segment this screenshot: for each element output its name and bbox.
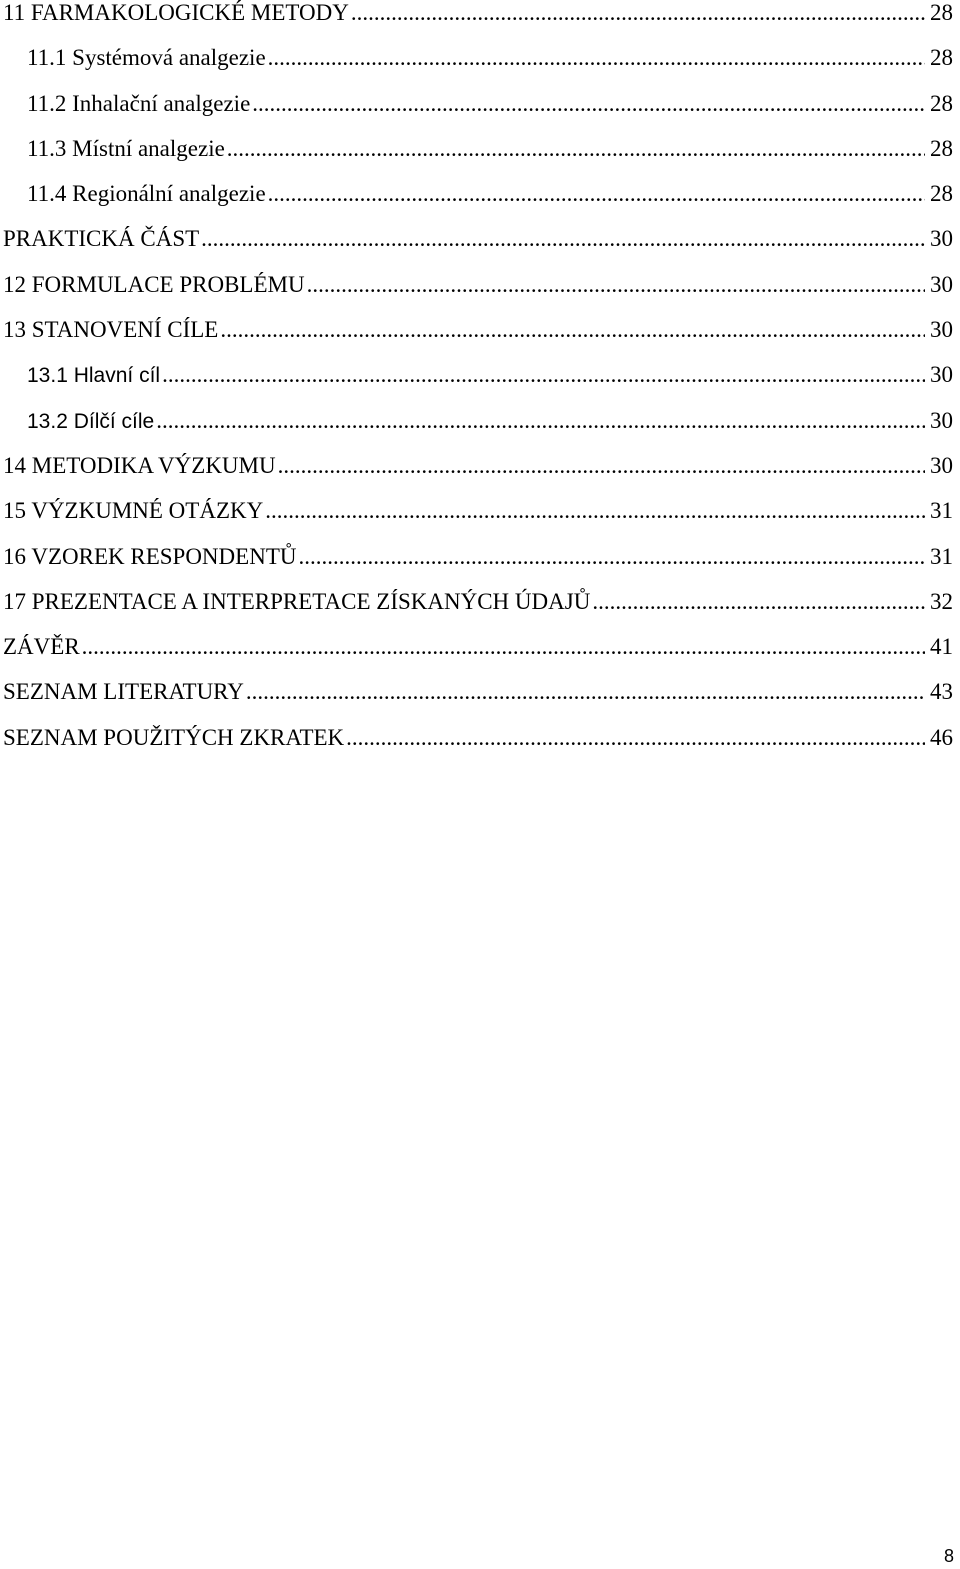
toc-entry[interactable] bbox=[3, 0, 953, 35]
toc-entry-title: 11.4 Regionální analgezie bbox=[27, 181, 266, 207]
toc-entry[interactable] bbox=[3, 534, 953, 579]
toc-entry-title: ZÁVĚR bbox=[3, 634, 80, 660]
toc-dot-leader bbox=[346, 715, 925, 760]
toc-entry[interactable] bbox=[3, 352, 953, 397]
toc-entry-title: 13.2 Dílčí cíle bbox=[27, 409, 155, 433]
toc-dot-leader bbox=[278, 443, 925, 488]
toc-entry-page: 43 bbox=[930, 679, 953, 705]
toc-dot-leader bbox=[82, 624, 925, 669]
toc-entry[interactable] bbox=[3, 624, 953, 669]
toc-entry-title: 14 METODIKA VÝZKUMU bbox=[3, 452, 276, 478]
toc-entry[interactable] bbox=[3, 35, 953, 80]
toc-entry-title: 17 PREZENTACE A INTERPRETACE ZÍSKANÝCH ÚDAJŮ bbox=[3, 588, 591, 614]
toc-entry-title: 16 VZOREK RESPONDENTŮ bbox=[3, 543, 297, 569]
toc-entry[interactable] bbox=[3, 262, 953, 307]
toc-dot-leader bbox=[252, 81, 925, 126]
toc-dot-leader bbox=[156, 398, 925, 443]
toc-entry-page: 41 bbox=[930, 634, 953, 660]
toc-dot-leader bbox=[220, 307, 925, 352]
table-of-contents bbox=[3, 0, 953, 760]
toc-entry[interactable] bbox=[3, 715, 953, 760]
toc-entry-title: 11.1 Systémová analgezie bbox=[27, 45, 266, 71]
toc-entry-title: 12 FORMULACE PROBLÉMU bbox=[3, 271, 305, 297]
toc-entry-title: 11.3 Místní analgezie bbox=[27, 135, 225, 161]
toc-entry-page: 30 bbox=[930, 317, 953, 343]
toc-entry-page: 30 bbox=[930, 407, 953, 433]
toc-dot-leader bbox=[307, 262, 925, 307]
toc-entry-page: 31 bbox=[930, 498, 953, 524]
toc-entry-page: 30 bbox=[930, 362, 953, 388]
toc-entry-page: 28 bbox=[930, 45, 953, 71]
toc-entry[interactable] bbox=[3, 488, 953, 533]
toc-entry[interactable] bbox=[3, 307, 953, 352]
toc-entry-page: 28 bbox=[930, 0, 953, 25]
toc-dot-leader bbox=[265, 488, 925, 533]
toc-dot-leader bbox=[246, 669, 925, 714]
toc-entry-page: 30 bbox=[930, 226, 953, 252]
toc-entry-title: 15 VÝZKUMNÉ OTÁZKY bbox=[3, 498, 264, 524]
toc-dot-leader bbox=[201, 216, 925, 261]
toc-entry-page: 28 bbox=[930, 135, 953, 161]
toc-entry-title: 11.2 Inhalační analgezie bbox=[27, 90, 251, 116]
toc-entry-title: 13 STANOVENÍ CÍLE bbox=[3, 317, 219, 343]
toc-entry[interactable] bbox=[3, 81, 953, 126]
toc-dot-leader bbox=[162, 352, 925, 397]
toc-entry-page: 30 bbox=[930, 452, 953, 478]
toc-entry[interactable] bbox=[3, 669, 953, 714]
toc-entry-page: 31 bbox=[930, 543, 953, 569]
toc-entry-page: 30 bbox=[930, 271, 953, 297]
toc-entry-page: 32 bbox=[930, 588, 953, 614]
toc-entry-title: SEZNAM LITERATURY bbox=[3, 679, 244, 705]
toc-entry[interactable] bbox=[3, 398, 953, 443]
toc-dot-leader bbox=[592, 579, 925, 624]
toc-entry-page: 28 bbox=[930, 181, 953, 207]
toc-entry-page: 46 bbox=[930, 724, 953, 750]
toc-entry-page: 28 bbox=[930, 90, 953, 116]
toc-entry[interactable] bbox=[3, 171, 953, 216]
toc-dot-leader bbox=[351, 0, 925, 35]
toc-entry[interactable] bbox=[3, 579, 953, 624]
toc-entry[interactable] bbox=[3, 443, 953, 488]
toc-entry-title: 13.1 Hlavní cíl bbox=[27, 364, 161, 388]
toc-entry-title: 11 FARMAKOLOGICKÉ METODY bbox=[3, 0, 349, 25]
toc-dot-leader bbox=[227, 126, 925, 171]
toc-entry-title: SEZNAM POUŽITÝCH ZKRATEK bbox=[3, 724, 345, 750]
toc-dot-leader bbox=[268, 171, 925, 216]
toc-entry[interactable] bbox=[3, 126, 953, 171]
toc-entry-title: PRAKTICKÁ ČÁST bbox=[3, 226, 200, 252]
toc-entry[interactable] bbox=[3, 216, 953, 261]
toc-dot-leader bbox=[298, 534, 925, 579]
page-number: 8 bbox=[943, 1546, 954, 1566]
toc-dot-leader bbox=[268, 35, 925, 80]
